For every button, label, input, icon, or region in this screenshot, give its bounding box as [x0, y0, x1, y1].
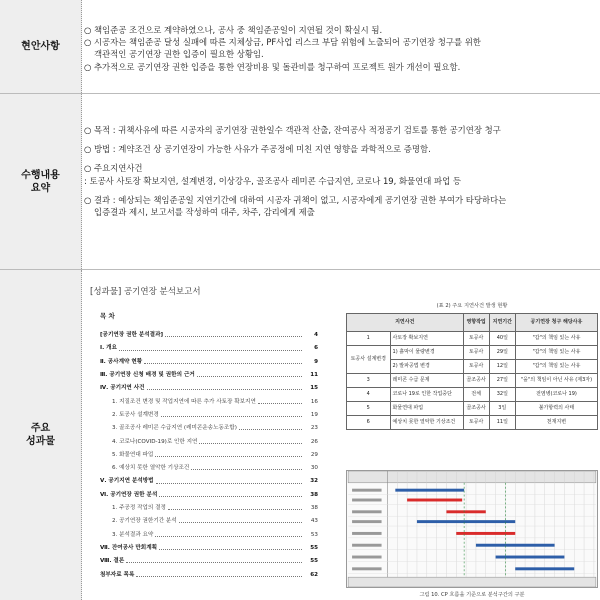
cell-work: 토공사 [463, 360, 489, 374]
delay-cause-table [346, 313, 598, 430]
gantt-bar [515, 567, 574, 570]
gantt-row-label [352, 499, 381, 502]
results-label [0, 270, 82, 600]
cell-reason: 천재지변 [515, 416, 597, 430]
toc-leader [144, 363, 302, 364]
gantt-header [348, 471, 596, 483]
toc-leader [119, 350, 302, 351]
cell-num: 6 [347, 416, 391, 430]
gantt-bar [446, 510, 485, 513]
toc-item [100, 565, 318, 578]
issue-bullet-1: ○ 책임준공 조건으로 계약하였으나, 공사 중 책임준공일이 지연될 것이 확실시 됨. [84, 25, 383, 35]
toc-item-page: 15 [310, 385, 318, 392]
cell-reason: "갑"의 책임 있는 사유 [515, 332, 597, 346]
cell-work: 골조공사 [463, 402, 489, 416]
cell-event: 화물연대 파업 [390, 402, 463, 416]
cell-work: 토공사 [463, 416, 489, 430]
cell-reason: "을"의 책임이 아닌 사유 (제3자) [515, 374, 597, 388]
cell-work: 전체 [463, 388, 489, 402]
issue-bullet-2-cont: 객관적인 공기연장 권한 입증이 필요한 상황임. [94, 49, 264, 60]
toc-item [100, 552, 318, 565]
results-body [84, 270, 594, 600]
toc-leader [136, 576, 302, 577]
gantt-row-label [352, 556, 381, 559]
toc-item-page: 38 [310, 505, 318, 512]
summary-causes-text: : 토공사 사토장 확보지연, 설계변경, 이상강우, 골조공사 레미콘 수급지연, 코로나 19, 화물연대 파업 등 [84, 175, 461, 186]
toc-item [100, 339, 318, 352]
gantt-row-label [352, 520, 381, 523]
toc-item [100, 379, 318, 392]
cell-event: 사토장 확보지연 [390, 332, 463, 346]
toc-item [100, 432, 318, 445]
table-row [347, 402, 598, 416]
toc-item-title: Ⅲ. 공기연장 신청 배경 및 권한의 근거 [100, 372, 195, 379]
gantt-bar [395, 489, 464, 492]
toc-leader [155, 536, 302, 537]
table-row [347, 388, 598, 402]
toc-item [100, 446, 318, 459]
toc-list [100, 326, 318, 579]
summary-body [84, 94, 594, 269]
toc-item [100, 486, 318, 499]
gantt-row-label [352, 510, 381, 513]
toc-item-page: 19 [310, 411, 318, 418]
summary-row [0, 94, 600, 270]
cell-days: 32일 [489, 388, 515, 402]
gantt-footer [348, 577, 596, 587]
toc-item-page: 9 [314, 358, 318, 365]
toc-leader [239, 429, 302, 430]
cell-event: 1) 흙막이 물량변경 [390, 346, 463, 360]
gantt-row-label [352, 544, 381, 547]
toc-item-page: 11 [310, 372, 318, 379]
summary-label [0, 94, 82, 269]
toc-leader [159, 549, 302, 550]
cell-event: 예상치 못한 열악한 기상조건 [390, 416, 463, 430]
toc-leader [147, 389, 302, 390]
toc-item-title: 3. 분석결과 요약 [112, 531, 154, 538]
deliverable-title: [성과물] 공기연장 분석보고서 [90, 287, 201, 297]
toc-item-page: 55 [310, 558, 318, 565]
gantt-bar [496, 556, 565, 559]
cell-reason: "갑"의 책임 있는 사유 [515, 346, 597, 360]
toc-item-page: 4 [314, 332, 318, 339]
toc-item [100, 326, 318, 339]
cell-event: 2) 발파공법 변경 [390, 360, 463, 374]
cell-days: 29일 [489, 346, 515, 360]
table-row [347, 374, 598, 388]
cell-days: 40일 [489, 332, 515, 346]
toc-leader [159, 496, 302, 497]
toc-item [100, 472, 318, 485]
table-caption: (표 2) 주요 지연사건 발생 현황 [436, 303, 508, 309]
toc-heading: 목 차 [100, 312, 115, 320]
toc-item [100, 419, 318, 432]
toc-item-title: 2. 토공사 설계변경 [112, 411, 159, 418]
toc-item-title: 1. 주공정 작업의 결정 [112, 505, 166, 512]
cell-reason: 불가항력의 사태 [515, 402, 597, 416]
gantt-row-label [352, 489, 381, 492]
toc-leader [191, 469, 302, 470]
toc-item-title: 3. 골조공사 레미콘 수급지연 (레미콘운송노동조합) [112, 425, 237, 432]
th-work: 영향작업 [463, 314, 489, 332]
results-label-line1: 주요 [30, 423, 51, 434]
gantt-bar [456, 532, 515, 535]
cell-reason: "갑"의 책임 있는 사유 [515, 360, 597, 374]
toc-item-title: 2. 공기연장 권한기간 분석 [112, 518, 177, 525]
toc-item-title: Ⅳ. 공기지연 사건 [100, 385, 145, 392]
cell-event: 코로나 19로 인한 작업중단 [390, 388, 463, 402]
toc-leader [165, 336, 302, 337]
cell-num: 5 [347, 402, 391, 416]
toc-item-page: 53 [310, 531, 318, 538]
toc-item-title: 첨부자료 목록 [100, 571, 135, 578]
toc-item-title: 5. 화물연대 파업 [112, 451, 154, 458]
toc-item-page: 16 [310, 398, 318, 405]
summary-result-line1: ○ 결과 : 예상되는 책임준공일 지연기간에 대하여 시공자 귀책이 없고, 시공자에게 공기연장 권한 부여가 타당하다는 [84, 194, 507, 205]
toc-leader [126, 562, 302, 563]
toc-item-title: Ⅷ. 결론 [100, 558, 125, 565]
toc-item [100, 525, 318, 538]
summary-method: ○ 방법 : 계약조건 상 공기연장이 가능한 사유가 주공정에 미친 지연 영향을 과학적으로 증명함. [84, 144, 431, 155]
cell-reason: 전염병(코로나 19) [515, 388, 597, 402]
toc-leader [179, 522, 302, 523]
gantt-bar [407, 499, 462, 502]
issues-body [84, 0, 594, 93]
cell-num: 4 [347, 388, 391, 402]
summary-label-line1: 수행내용 [21, 169, 60, 181]
gantt-row-label [352, 567, 381, 570]
summary-causes-title: ○ 주요지연사건 [84, 163, 143, 174]
cell-days: 3일 [489, 402, 515, 416]
toc-item [100, 366, 318, 379]
toc-item [100, 499, 318, 512]
th-event: 지연사건 [347, 314, 464, 332]
summary-label-line2: 요약 [30, 182, 51, 194]
results-row [0, 270, 600, 600]
toc-item-title: 1. 지질조건 변경 및 작업지연에 따른 추가 사토장 확보지연 [112, 398, 256, 405]
th-reason: 공기연장 청구 해당사유 [515, 314, 597, 332]
table-row [347, 332, 598, 346]
toc-leader [168, 509, 302, 510]
toc-page [90, 304, 322, 600]
toc-item-page: 32 [310, 478, 318, 485]
toc-leader [161, 416, 302, 417]
toc-item-page: 26 [310, 438, 318, 445]
toc-item-page: 62 [310, 571, 318, 578]
toc-item-page: 55 [310, 544, 318, 551]
table-header-row [347, 314, 598, 332]
cell-work: 골조공사 [463, 374, 489, 388]
cell-num [347, 346, 391, 374]
issue-bullet-3: ○ 추가적으로 공기연장 권한 입증을 통한 연장비용 및 돌관비를 청구하여 프로젝트 원가 개선이 필요함. [84, 61, 461, 72]
toc-leader [197, 376, 302, 377]
cell-num: 3 [347, 374, 391, 388]
gantt-figure [346, 470, 598, 588]
cell-group-label: 토공사 설계변경 [350, 355, 386, 362]
results-label-line2: 성과물 [26, 436, 55, 447]
cell-event: 레미콘 수급 문제 [390, 374, 463, 388]
table-row [347, 346, 598, 360]
toc-item-title: Ⅱ. 공사계약 현황 [100, 358, 143, 365]
gantt-bar [417, 520, 515, 523]
toc-item-title: Ⅰ. 개요 [100, 345, 117, 352]
toc-item-page: 38 [310, 491, 318, 498]
toc-item [100, 406, 318, 419]
toc-item [100, 353, 318, 366]
toc-item-title: [공기연장 권한 분석결과] [100, 332, 164, 339]
toc-item-page: 23 [310, 425, 318, 432]
th-days: 지연기간 [489, 314, 515, 332]
toc-item-page: 30 [310, 465, 318, 472]
issue-bullet-2: ○ 시공자는 책임준공 달성 실패에 따른 지체상금, PF사업 리스크 부담 위험에 노출되어 공기연장 청구를 위한 [84, 37, 481, 48]
gantt-bar [476, 544, 555, 547]
toc-item-page: 6 [314, 345, 318, 352]
toc-item-page: 29 [310, 451, 318, 458]
issues-row [0, 0, 600, 94]
toc-item [100, 459, 318, 472]
toc-item-title: Ⅵ. 공기연장 권한 분석 [100, 491, 158, 498]
table-row [347, 416, 598, 430]
toc-item-title: 4. 코로나(COVID-19)로 인한 지연 [112, 438, 198, 445]
toc-leader [258, 403, 302, 404]
cell-work: 토공사 [463, 346, 489, 360]
toc-leader [155, 456, 302, 457]
cell-days: 11일 [489, 416, 515, 430]
cell-days: 27일 [489, 374, 515, 388]
toc-item-title: Ⅶ. 잔여공사 만회계획 [100, 544, 158, 551]
toc-leader [156, 483, 302, 484]
summary-result-line2: 입증결과 제시, 보고서를 작성하여 대주, 차주, 감리에게 제출 [94, 206, 315, 217]
gantt-caption: 그림 10. CP 흐름을 기준으로 분석구간의 구분 [419, 592, 525, 598]
toc-item-title: 6. 예상치 못한 열악한 기상조건 [112, 465, 190, 472]
issues-label: 현안사항 [0, 0, 82, 93]
summary-purpose: ○ 목적 : 귀책사유에 따른 시공자의 공기연장 권한일수 객관적 산출, 잔여공사 적정공기 검토를 통한 공기연장 청구 [84, 125, 501, 135]
toc-item [100, 539, 318, 552]
toc-item-title: Ⅴ. 공기지연 분석방법 [100, 478, 154, 485]
toc-item [100, 512, 318, 525]
toc-leader [199, 443, 302, 444]
toc-item-page: 43 [310, 518, 318, 525]
cell-num: 1 [347, 332, 391, 346]
cell-days: 12일 [489, 360, 515, 374]
gantt-row-label [352, 532, 381, 535]
toc-item [100, 392, 318, 405]
cell-work: 토공사 [463, 332, 489, 346]
